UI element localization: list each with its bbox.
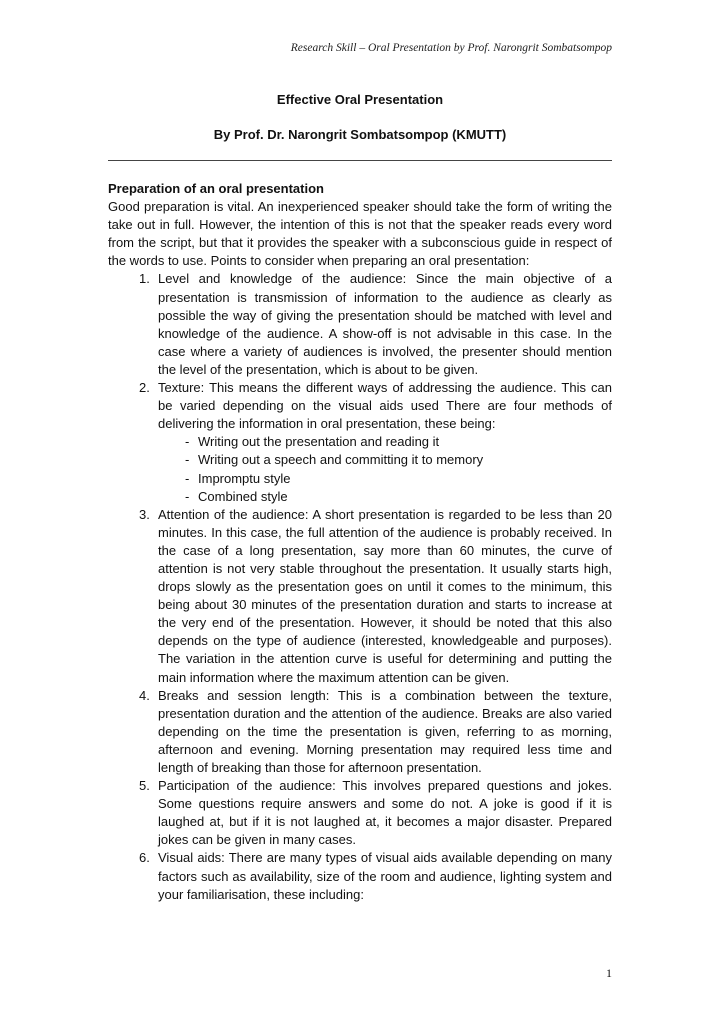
list-number: 4.: [139, 687, 150, 703]
intro-paragraph: Good preparation is vital. An inexperienced speaker should take the form of writing the take out in full. However, the intention of this is not that the speaker reads every word from the script, but that it provides the speaker with a subconscious guide in respect of the words to use. Points to consider when preparing an oral presentation:: [108, 199, 612, 269]
list-item-text: Visual aids: There are many types of visual aids available depending on many factors such as availability, size of the room and audience, lighting system and your familiarisation, these including:: [158, 850, 612, 902]
list-item: [108, 506, 612, 687]
list-item-text: Breaks and session length: This is a combination between the texture, presentation duration and the attention of the audience. Breaks are also varied depending on the time the presentation is given, referring to as morning, afternoon and evening. Morning presentation may required less time and length of breaking than those for afternoon presentation.: [158, 687, 612, 775]
page-number: 1: [606, 966, 612, 980]
method-item: [158, 488, 612, 506]
list-number: 2.: [139, 380, 150, 396]
horizontal-rule: [108, 160, 612, 161]
method-text: Impromptu style: [198, 470, 291, 486]
dash-bullet: -: [185, 488, 190, 504]
list-item-text: Level and knowledge of the audience: Since the main objective of a presentation is transmission of information to the audience as clearly as possible the way of giving the presentation should be matched with level and knowledge of the audience. A show-off is not advisable in this case. In the case where a variety of audiences is involved, the presenter should mention the level of the presentation, which is about to be given.: [158, 271, 612, 377]
method-item: [158, 451, 612, 469]
list-number: 1.: [139, 271, 150, 287]
dash-bullet: -: [185, 452, 190, 468]
list-item-text: Participation of the audience: This involves prepared questions and jokes. Some questions require answers and some do not. A joke is good if it is laughed at, but if it is not laughed at, it becomes a major disaster. Prepared jokes can be given in many cases.: [158, 778, 612, 848]
list-number: 3.: [139, 506, 150, 522]
method-text: Writing out a speech and committing it to memory: [198, 452, 484, 468]
body-content: [108, 180, 612, 904]
list-item-text: Texture: This means the different ways of addressing the audience. This can be varied depending on the visual aids used There are four methods of delivering the information in oral presentation, these being:: [158, 380, 612, 432]
list-item: [108, 777, 612, 849]
author-line: By Prof. Dr. Narongrit Sombatsompop (KMUTT): [213, 127, 507, 142]
list-item-text: Attention of the audience: A short presentation is regarded to be less than 20 minutes. In this case, the full attention of the audience is probably received. In the case of a long presentation, say more than 60 minutes, the curve of attention is not very stable throughout the presentation. It usually starts high, drops slowly as the presentation goes on until it comes to the minimum, this being about 30 minutes of the presentation duration and starts to increase at the very end of the presentation. However, it should be noted that this also depends on the type of audience (interested, knowledgeable and purposes). The variation in the attention curve is useful for determining and putting the main information where the maximum attention can be given.: [158, 506, 612, 685]
method-item: [158, 433, 612, 451]
delivery-methods-list: [158, 433, 612, 505]
dash-bullet: -: [185, 470, 190, 486]
list-number: 5.: [139, 778, 150, 794]
list-item: [108, 687, 612, 777]
considerations-list: [108, 270, 612, 903]
method-item: [158, 470, 612, 488]
list-number: 6.: [139, 850, 150, 866]
section-heading: Preparation of an oral presentation: [108, 181, 324, 196]
method-text: Writing out the presentation and reading it: [198, 434, 440, 450]
method-text: Combined style: [198, 488, 288, 504]
document-title: Effective Oral Presentation: [276, 92, 444, 107]
dash-bullet: -: [185, 434, 190, 450]
running-header: Research Skill – Oral Presentation by Prof. Narongrit Sombatsompop: [290, 42, 612, 54]
list-item: [108, 270, 612, 379]
list-item: [108, 379, 612, 506]
list-item: [108, 849, 612, 903]
